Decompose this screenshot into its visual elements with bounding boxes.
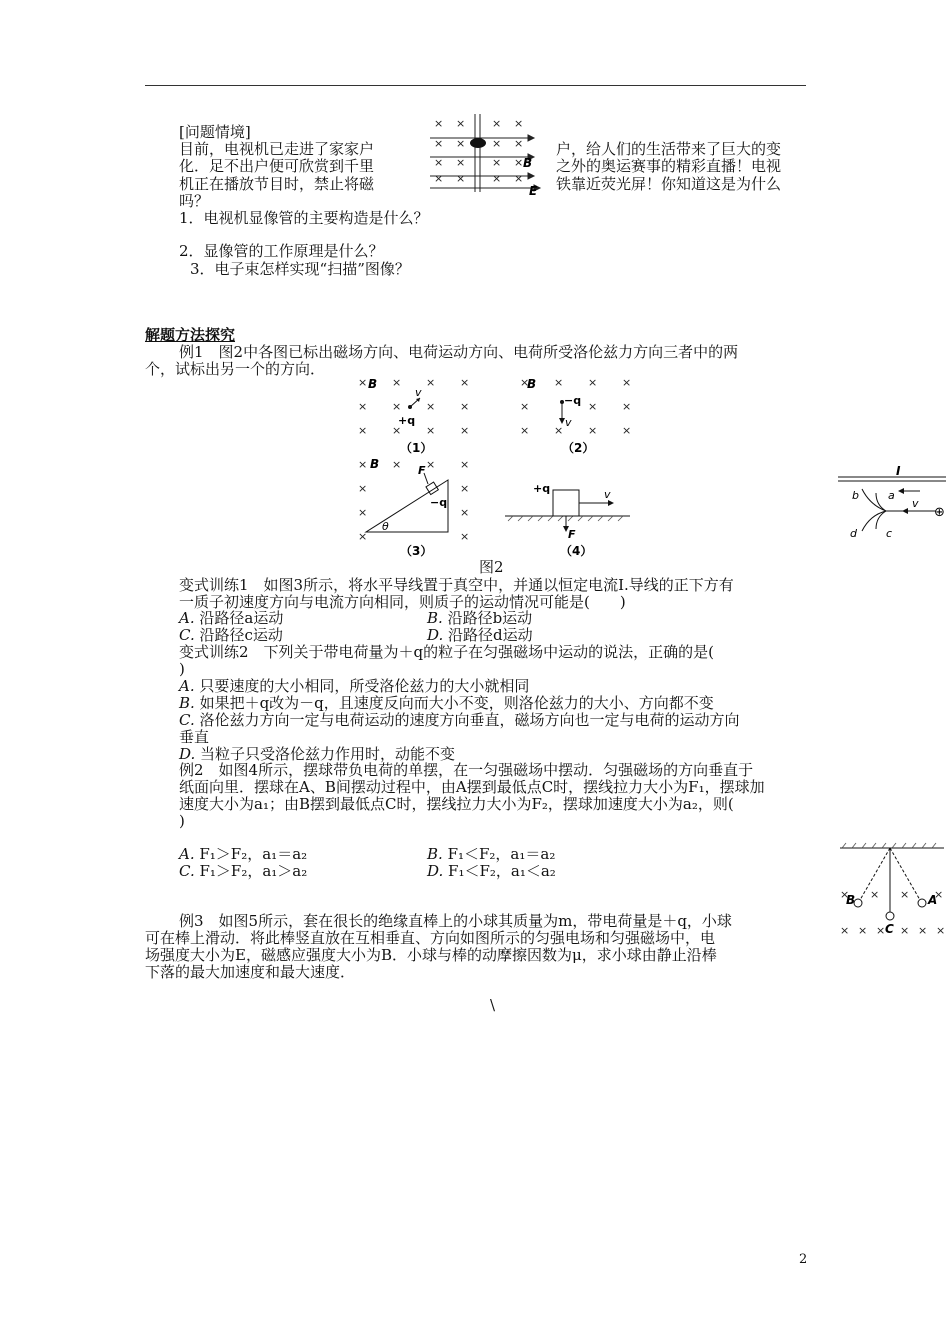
svg-text:×: × [520, 376, 530, 389]
svg-text:×: × [358, 376, 368, 389]
variant1-option-A [179, 610, 283, 627]
electron-beam-spot [470, 138, 486, 148]
variant1-option-A-text: 沿路径a运动 [199, 609, 284, 627]
variant2-option-B-text: 如果把＋q改为－q，且速度反向而大小不变，则洛伦兹力的大小、方向都不变 [199, 694, 714, 712]
fig2-1-B: B [368, 377, 378, 391]
example2-option-C-key: C. [179, 862, 195, 880]
svg-text:×: × [520, 400, 530, 413]
fig3-v: v [912, 497, 919, 510]
stray-mark: \ [490, 996, 496, 1014]
svg-text:×: × [426, 458, 436, 471]
svg-text:×: × [392, 376, 402, 389]
svg-text:×: × [492, 172, 502, 185]
svg-text:×: × [358, 506, 368, 519]
fig2-3-F: F [418, 464, 426, 477]
svg-text:×: × [460, 424, 470, 437]
example1-line1: 例1 图2中各图已标出磁场方向、电荷运动方向、电荷所受洛伦兹力方向三者中的两 [179, 343, 739, 361]
svg-text:×: × [426, 400, 436, 413]
situation-line3-right: 铁靠近荧光屏！你知道这是为什么 [556, 175, 782, 193]
svg-text:×: × [622, 376, 632, 389]
example2-option-D [427, 863, 556, 880]
variant2-option-A-key: A. [179, 677, 195, 695]
example3-line4: 下落的最大加速度和最大速度． [145, 963, 356, 981]
variant1-option-C-text: 沿路径c运动 [199, 626, 283, 644]
svg-text:×: × [460, 506, 470, 519]
svg-text:×: × [514, 137, 524, 150]
situation-q2: 2．显像管的工作原理是什么？ [179, 242, 384, 260]
situation-line3-left: 机正在播放节目时，禁止将磁 [179, 175, 375, 193]
fig2-3-q: −q [430, 496, 448, 509]
fig2-2-B: B [527, 377, 537, 391]
svg-text:×: × [460, 376, 470, 389]
svg-text:×: × [358, 400, 368, 413]
svg-text:×: × [554, 424, 564, 437]
situation-header: [问题情境] [179, 123, 251, 141]
fig2-3-B: B [370, 457, 380, 471]
svg-text:×: × [456, 117, 466, 130]
fig2-1-v: v [415, 386, 422, 399]
situation-line4: 吗？ [179, 192, 210, 210]
fig2-1-q: +q [398, 414, 416, 427]
variant2-line2: ) [179, 660, 185, 678]
variant2-option-A-text: 只要速度的大小相同，所受洛伦兹力的大小就相同 [199, 677, 530, 695]
example2-option-D-key: D. [427, 862, 444, 880]
variant1-option-D-text: 沿路径d运动 [448, 626, 533, 644]
svg-text:×: × [870, 888, 880, 901]
svg-text:×: × [456, 172, 466, 185]
svg-text:×: × [460, 530, 470, 543]
example2-line4: ) [179, 812, 185, 830]
variant2-option-B [179, 695, 714, 712]
svg-text:×: × [392, 400, 402, 413]
variant1-option-D-key: D. [427, 626, 444, 644]
svg-text:×: × [434, 117, 444, 130]
situation-line1-left: 目前，电视机已走进了家家户 [179, 140, 375, 158]
svg-text:×: × [514, 156, 524, 169]
svg-text:×: × [492, 156, 502, 169]
fig3-I: I [896, 464, 901, 478]
fig2-3-theta: θ [382, 520, 389, 533]
svg-text:×: × [934, 888, 944, 901]
example2-option-B [427, 846, 555, 863]
example2-option-B-key: B. [427, 845, 443, 863]
fig2-4-F: F [568, 528, 576, 541]
example3-line1: 例3 如图5所示，套在很长的绝缘直棒上的小球其质量为m，带电荷量是＋q，小球 [179, 912, 732, 930]
figure-2 [350, 372, 650, 562]
fig3-c: c [886, 527, 893, 540]
svg-text:×: × [358, 482, 368, 495]
situation-line2-left: 化．足不出户便可欣赏到千里 [179, 157, 375, 175]
fig2-3-num: （3） [400, 544, 433, 558]
variant2-option-C-cont: 垂直 [179, 728, 210, 746]
example2-option-A-text: F₁＞F₂，a₁＝a₂ [199, 845, 308, 863]
svg-text:×: × [588, 376, 598, 389]
figure-2-caption: 图2 [479, 558, 504, 576]
svg-text:×: × [840, 888, 850, 901]
svg-text:×: × [460, 400, 470, 413]
svg-text:×: × [918, 924, 928, 937]
situation-line2-right: 之外的奥运赛事的精彩直播！电视 [556, 157, 782, 175]
fig2-4-q: +q [533, 482, 551, 495]
svg-text:×: × [514, 172, 524, 185]
fig4-C: C [885, 922, 894, 936]
svg-text:×: × [358, 424, 368, 437]
variant2-option-C-key: C. [179, 711, 195, 729]
variant2-option-B-key: B. [179, 694, 195, 712]
variant1-line2: 一质子初速度方向与电流方向相同，则质子的运动情况可能是( ) [179, 593, 626, 611]
example2-option-D-text: F₁＜F₂，a₁＜a₂ [448, 862, 556, 880]
example3-line3: 场强度大小为E，磁感应强度大小为B．小球与棒的动摩擦因数为μ，求小球由静止沿棒 [145, 946, 717, 964]
svg-text:×: × [456, 156, 466, 169]
situation-q3: 3．电子束怎样实现“扫描”图像？ [190, 260, 410, 278]
figure-3 [836, 463, 948, 545]
example2-line2: 纸面向里．摆球在A、B间摆动过程中，由A摆到最低点C时，摆线拉力大小为F₁，摆球加 [179, 778, 765, 796]
example2-line3: 速度大小为a₁；由B摆到最低点C时，摆线拉力大小为F₂，摆球加速度大小为a₂，则( [179, 795, 734, 813]
variant1-option-A-key: A. [179, 609, 195, 627]
svg-text:×: × [426, 424, 436, 437]
fig4-A: A [928, 893, 938, 907]
variant1-line1: 变式训练1 如图3所示，将水平导线置于真空中，并通以恒定电流I.导线的正下方有 [179, 576, 734, 594]
section-title: 解题方法探究 [145, 326, 236, 344]
svg-text:×: × [622, 400, 632, 413]
fig2-4-num: （4） [560, 544, 593, 558]
example2-option-B-text: F₁＜F₂，a₁＝a₂ [447, 845, 556, 863]
svg-text:×: × [434, 172, 444, 185]
variant1-option-B-key: B. [427, 609, 443, 627]
fig3-b: b [852, 489, 859, 502]
example2-line1: 例2 如图4所示，摆球带负电荷的单摆，在一匀强磁场中摆动．匀强磁场的方向垂直于 [179, 761, 754, 779]
svg-text:×: × [520, 424, 530, 437]
fig3-proton: ⊕ [934, 505, 945, 520]
variant1-option-C [179, 627, 283, 644]
svg-text:×: × [858, 924, 868, 937]
svg-text:×: × [434, 137, 444, 150]
example2-option-C-text: F₁＞F₂，a₁＞a₂ [199, 862, 308, 880]
svg-text:×: × [588, 400, 598, 413]
svg-text:×: × [900, 888, 910, 901]
crt-field-figure [428, 110, 548, 196]
svg-text:×: × [554, 376, 564, 389]
variant1-option-B-text: 沿路径b运动 [447, 609, 533, 627]
fig2-2-v: v [565, 416, 572, 429]
svg-text:×: × [434, 156, 444, 169]
svg-text:×: × [460, 458, 470, 471]
svg-text:×: × [492, 137, 502, 150]
fig2-2-num: （2） [562, 441, 595, 455]
label-B: B [523, 156, 533, 170]
example3-line2: 可在棒上滑动．将此棒竖直放在互相垂直、方向如图所示的匀强电场和匀强磁场中，电 [145, 929, 716, 947]
variant1-option-D [427, 627, 533, 644]
fig4-B: B [846, 893, 856, 907]
figure-4 [838, 840, 948, 938]
header-rule [145, 85, 806, 86]
cross-marks [434, 117, 523, 185]
svg-text:×: × [588, 424, 598, 437]
svg-text:×: × [392, 458, 402, 471]
svg-text:×: × [840, 924, 850, 937]
fig3-d: d [850, 527, 857, 540]
svg-text:×: × [426, 376, 436, 389]
svg-text:×: × [460, 482, 470, 495]
variant1-option-B [427, 610, 532, 627]
variant1-option-C-key: C. [179, 626, 195, 644]
variant2-option-C [179, 712, 740, 729]
situation-line1-right: 户，给人们的生活带来了巨大的变 [556, 140, 782, 158]
variant2-option-A [179, 678, 529, 695]
example2-option-A-key: A. [179, 845, 195, 863]
svg-text:×: × [936, 924, 946, 937]
fig2-4-v: v [604, 488, 611, 501]
example2-option-C [179, 863, 307, 880]
svg-text:×: × [900, 924, 910, 937]
example2-option-A [179, 846, 307, 863]
example1-line2: 个，试标出另一个的方向． [145, 360, 326, 378]
fig3-a: a [888, 489, 895, 502]
svg-text:×: × [358, 530, 368, 543]
label-E: E [529, 184, 538, 196]
svg-text:×: × [456, 137, 466, 150]
page-number: 2 [799, 1252, 808, 1267]
situation-q1: 1．电视机显像管的主要构造是什么？ [179, 209, 429, 227]
svg-text:×: × [492, 117, 502, 130]
variant2-option-D-key: D. [179, 745, 196, 763]
variant2-option-D-text: 当粒子只受洛伦兹力作用时，动能不变 [200, 745, 456, 763]
variant2-option-C-text: 洛伦兹力方向一定与电荷运动的速度方向垂直，磁场方向也一定与电荷的运动方向 [199, 711, 740, 729]
svg-text:×: × [358, 458, 368, 471]
svg-text:×: × [622, 424, 632, 437]
svg-text:×: × [392, 424, 402, 437]
svg-text:×: × [514, 117, 524, 130]
fig2-1-num: （1） [400, 441, 433, 455]
variant2-line1: 变式训练2 下列关于带电荷量为＋q的粒子在匀强磁场中运动的说法，正确的是( [179, 643, 715, 661]
fig2-2-q: −q [564, 394, 582, 407]
svg-text:×: × [876, 924, 886, 937]
